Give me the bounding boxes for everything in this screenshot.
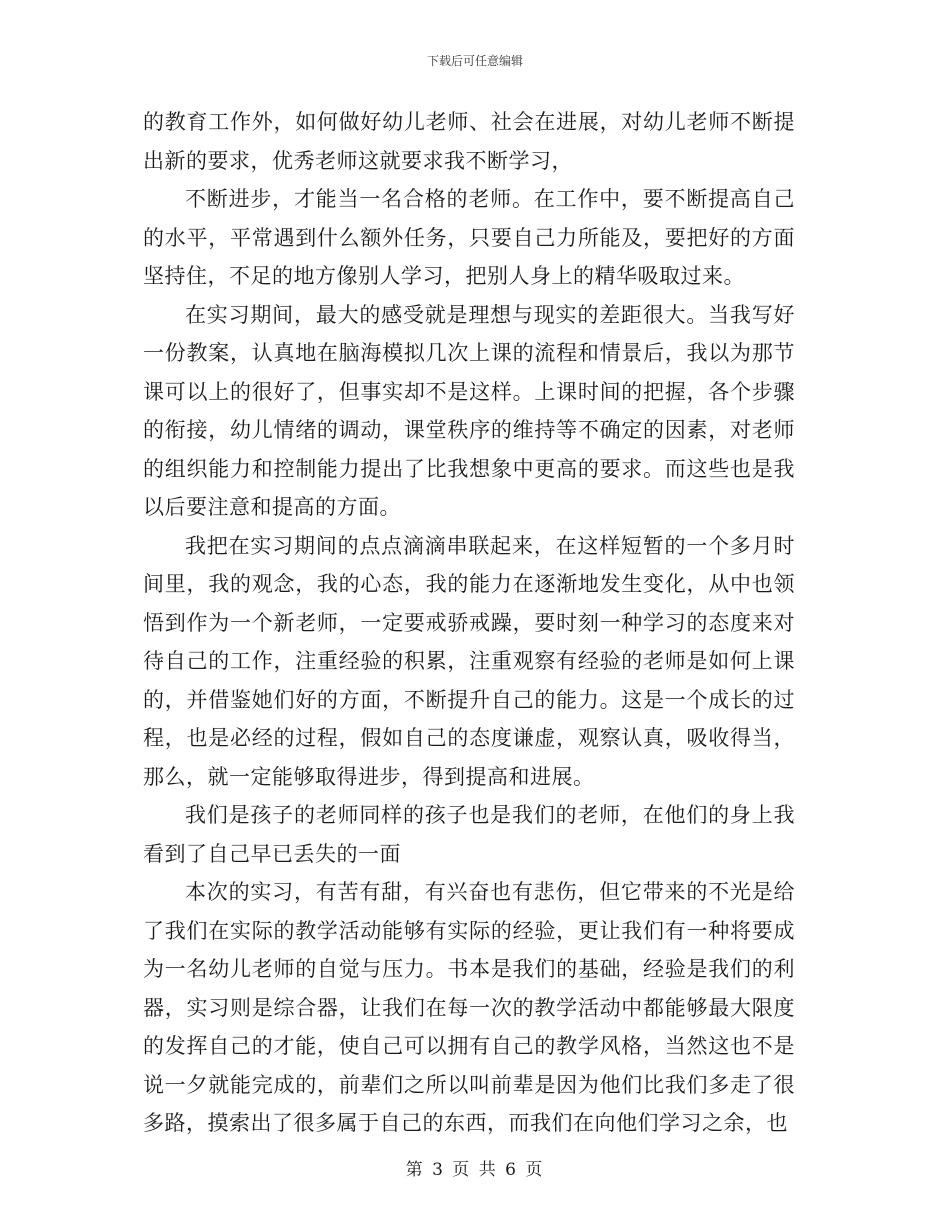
page-header: 下载后可任意编辑 — [426, 54, 523, 68]
paragraph-1: 的教育工作外，如何做好幼儿老师、社会在进展，对幼儿老师不断提出新的要求，优秀老师这就要求我不断学习， — [143, 110, 795, 173]
paragraph-3: 在实习期间，最大的感受就是理想与现实的差距很大。当我写好一份教案，认真地在脑海模拟几次上课的流程和情景后，我以为那节课可以上的很好了，但事实却不是这样。上课时间的把握，各个步骤的衔接，幼儿情绪的调动，课堂秩序的维持等不确定的因素，对老师的组织能力和控制能力提出了比我想象中更高的要求。而这些也是我以后要注意和提高的方面。 — [143, 302, 795, 519]
paragraph-6: 本次的实习，有苦有甜，有兴奋也有悲伤，但它带来的不光是给了我们在实际的教学活动能够有实际的经验，更让我们有一种将要成为一名幼儿老师的自觉与压力。书本是我们的基础，经验是我们的利器，实习则是综合器，让我们在每一次的教学活动中都能够最大限度的发挥自己的才能，使自己可以拥有自己的教学风格，当然这也不是说一夕就能完成的，前辈们之所以叫前辈是因为他们比我们多走了很多路，摸索出了很多属于自己的东西，而我们在向他们学习之余，也 — [143, 880, 795, 1135]
paragraph-4: 我把在实习期间的点点滴滴串联起来，在这样短暂的一个多月时间里，我的观念，我的心态，我的能力在逐渐地发生变化，从中也领悟到作为一个新老师，一定要戒骄戒躁，要时刻一种学习的态度来对待自己的工作，注重经验的积累，注重观察有经验的老师是如何上课的，并借鉴她们好的方面，不断提升自己的能力。这是一个成长的过程，也是必经的过程，假如自己的态度谦虚，观察认真，吸收得当，那么，就一定能够取得进步，得到提高和进展。 — [143, 533, 795, 789]
paragraph-2: 不断进步，才能当一名合格的老师。在工作中，要不断提高自己的水平，平常遇到什么额外任务，只要自己力所能及，要把好的方面坚持住，不足的地方像别人学习，把别人身上的精华吸取过来。 — [143, 187, 795, 288]
page-footer: 第 3 页 共 6 页 — [405, 1160, 545, 1180]
paragraph-5: 我们是孩子的老师同样的孩子也是我们的老师，在他们的身上我看到了自己早已丢失的一面 — [143, 803, 795, 866]
document-body — [143, 103, 795, 1143]
